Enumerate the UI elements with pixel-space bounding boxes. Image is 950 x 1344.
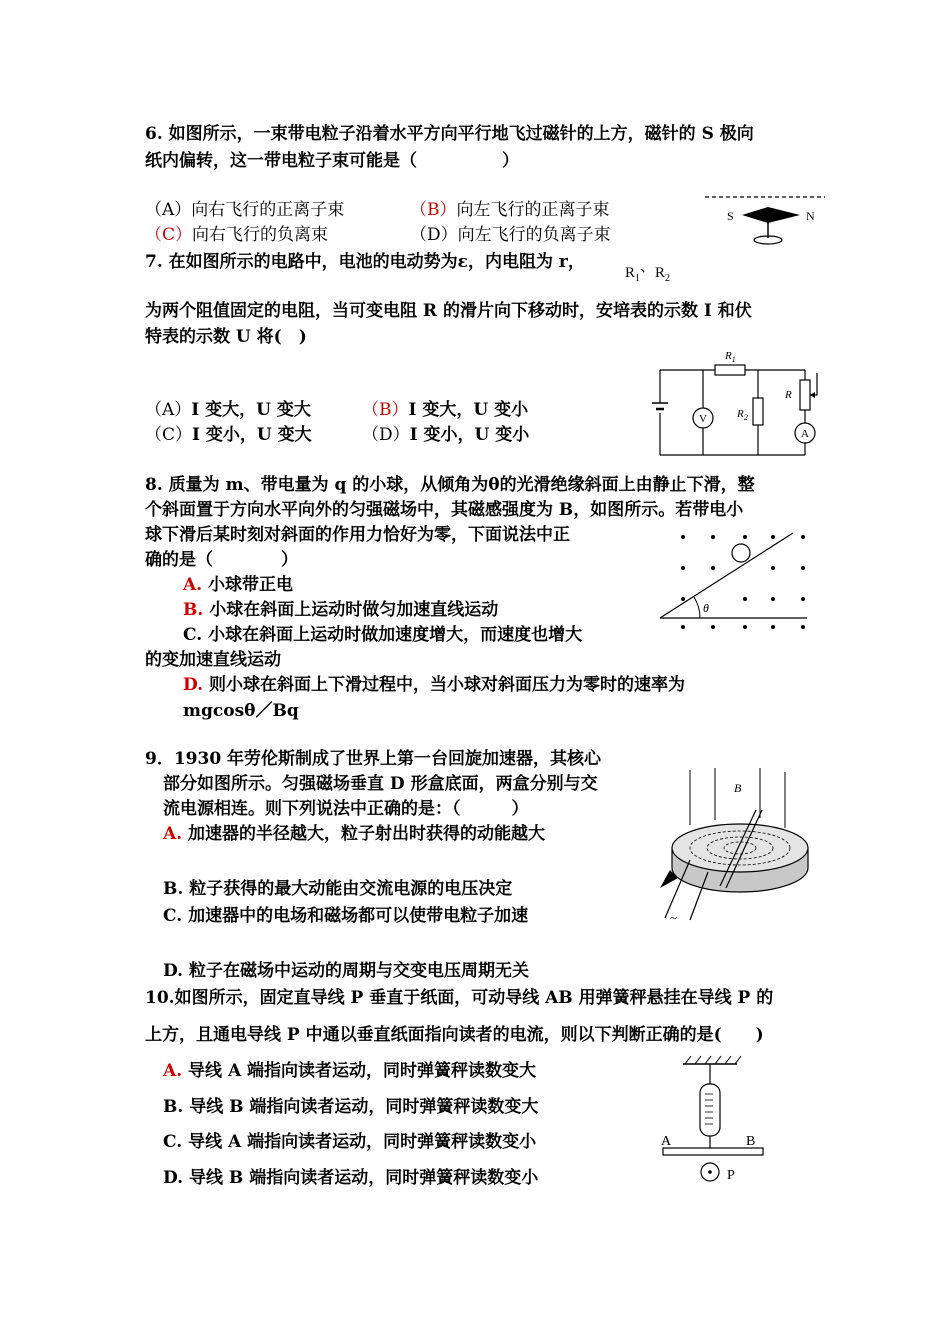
q7-option-c-tag: （C） (145, 425, 193, 445)
q7-option-b-tag: （B） (362, 400, 409, 420)
q9-field-lines (690, 768, 785, 828)
q10-option-c-tag: C. (163, 1132, 183, 1152)
q8-stem-line4: 确的是（ ） (145, 550, 298, 570)
q10-option-a[interactable] (163, 1060, 536, 1082)
q7-option-a[interactable] (145, 399, 311, 421)
q6-option-d-tag: （D） (410, 225, 458, 245)
q7-option-c-text: I 变小，U 变大 (192, 425, 312, 445)
q7-stem-line1: 7. 在如图所示的电路中，电池的电动势为ε，内电阻为 r， (145, 252, 585, 272)
q9-option-c-tag: C. (163, 906, 183, 926)
q9-fig-ac-label: ~ (670, 910, 678, 925)
q8-stem-line2: 个斜面置于方向水平向外的匀强磁场中，其磁感强度为 B，如图所示。若带电小 (145, 500, 744, 520)
q10-option-a-tag: A. (163, 1061, 183, 1081)
q8-stem-line1: 8. 质量为 m、带电量为 q 的小球，从倾角为θ的光滑绝缘斜面上由静止下滑，整 (145, 475, 755, 495)
q10-stem-line2: 上方，且通电导线 P 中通以垂直纸面指向读者的电流，则以下判断正确的是( ) (145, 1025, 764, 1045)
q10-option-b-text: 导线 B 端指向读者运动，同时弹簧秤读数变大 (189, 1097, 539, 1117)
q7-fig-r-label: R (785, 389, 792, 401)
q8-option-a-text: 小球带正电 (208, 575, 294, 595)
q7-option-d-text: I 变小，U 变小 (409, 425, 530, 445)
q7-option-c[interactable] (145, 424, 312, 446)
q6-option-d-text: 向左飞行的负离子束 (457, 225, 611, 245)
q7-separator: 、 (640, 259, 656, 275)
q9-stem-line2: 部分如图所示。匀强磁场垂直 D 形盒底面，两盒分别与交 (163, 774, 598, 794)
q8-option-d-tag: D. (183, 675, 204, 695)
q7-stem-line3: 特表的示数 U 将( ) (145, 327, 307, 347)
q6-option-b[interactable] (410, 199, 610, 221)
q10-stem-line1: 10.如图所示，固定直导线 P 垂直于纸面，可动导线 AB 用弹簧秤悬挂在导线 P 的 (145, 988, 774, 1008)
q10-option-d-text: 导线 B 端指向读者运动，同时弹簧秤读数变小 (188, 1168, 539, 1188)
q8-incline-figure (655, 528, 815, 633)
q7-rheostat-slider (810, 373, 817, 395)
q8-option-d[interactable] (183, 674, 685, 696)
q6-option-c-text: 向右飞行的负离束 (192, 225, 329, 245)
q8-option-d-continued: mgcosθ／Bq (183, 701, 299, 721)
q7-circuit-figure (645, 345, 830, 460)
q8-stem-line3: 球下滑后某时刻对斜面的作用力恰好为零，下面说法中正 (145, 525, 570, 545)
q6-stem-line2: 纸内偏转，这一带电粒子束可能是（ ） (145, 151, 519, 171)
q6-fig-n-label: N (806, 209, 815, 223)
q8-option-b[interactable] (183, 599, 498, 621)
q8-option-a-tag: A. (183, 575, 203, 595)
q6-option-c-tag: （C） (145, 225, 193, 245)
q8-angle-arc (694, 597, 700, 618)
q8-option-b-tag: B. (183, 600, 204, 620)
q9-stem-line1: 9．1930 年劳伦斯制成了世界上第一台回旋加速器，其核心 (145, 749, 602, 769)
q6-option-a[interactable] (145, 199, 344, 221)
q8-option-a[interactable] (183, 574, 293, 596)
q9-option-b-tag: B. (163, 879, 184, 899)
q8-fig-theta-label: θ (703, 601, 709, 615)
q7-option-a-tag: （A） (145, 400, 192, 420)
q7-rheostat-r (800, 380, 810, 410)
q7-resistor-r2 (753, 398, 763, 425)
q6-compass-figure (700, 190, 830, 260)
q6-option-b-text: 向左飞行的正离子束 (456, 200, 610, 220)
q10-option-b[interactable] (163, 1096, 538, 1118)
q9-option-a-tag: A. (163, 824, 183, 844)
q7-option-b-text: I 变大，U 变小 (408, 400, 529, 420)
q10-current-out-dot (708, 1170, 712, 1174)
q9-fig-b-label: B (734, 781, 742, 795)
q8-option-c[interactable] (183, 624, 582, 646)
q8-option-c-tag: C. (183, 625, 203, 645)
q8-option-b-text: 小球在斜面上运动时做匀加速直线运动 (209, 600, 499, 620)
q9-stem-line3: 流电源相连。则下列说法中正确的是：（ ） (163, 799, 529, 819)
q7-r1-label: R (625, 265, 636, 281)
q9-option-d[interactable] (163, 960, 529, 982)
q9-option-d-tag: D. (163, 961, 184, 981)
q10-wire-ab (663, 1148, 763, 1155)
q9-option-b[interactable] (163, 878, 512, 900)
q6-fig-s-label: S (727, 209, 734, 223)
q10-option-d-tag: D. (163, 1168, 184, 1188)
q10-ceiling-hatch (685, 1056, 741, 1064)
q8-charged-ball (732, 544, 750, 562)
q7-option-b[interactable] (362, 399, 528, 421)
q10-option-c-text: 导线 A 端指向读者运动，同时弹簧秤读数变小 (188, 1132, 537, 1152)
q7-r1-r2-labels (625, 259, 671, 290)
q10-fig-p-label: P (727, 1168, 735, 1183)
q7-option-d-tag: （D） (362, 425, 410, 445)
q7-r1-sub: 1 (635, 273, 641, 284)
q6-option-c[interactable] (145, 224, 328, 246)
q9-option-a-text: 加速器的半径越大，粒子射出时获得的动能越大 (188, 824, 546, 844)
q8-option-c-continued: 的变加速直线运动 (145, 650, 281, 670)
q10-fig-a-label: A (661, 1134, 672, 1149)
q6-magnetic-needle (742, 207, 800, 223)
q7-fig-r1-label: $R_1$ (725, 350, 736, 364)
q10-option-c[interactable] (163, 1131, 536, 1153)
q9-option-a[interactable] (163, 823, 545, 845)
q8-option-d-text: 则小球在斜面上下滑过程中，当小球对斜面压力为零时的速率为 (208, 675, 685, 695)
q9-option-c-text: 加速器中的电场和磁场都可以使带电粒子加速 (188, 906, 529, 926)
q7-fig-v-label: V (699, 413, 707, 425)
q7-circuit-wires (660, 370, 805, 455)
q7-r2-sub: 2 (665, 273, 671, 284)
q10-spring-scale-figure (655, 1052, 775, 1187)
q9-cyclotron-figure (650, 760, 810, 925)
q6-stem-line1: 6. 如图所示，一束带电粒子沿着水平方向平行地飞过磁针的上方，磁针的 S 极向 (145, 124, 754, 144)
q10-option-d[interactable] (163, 1167, 538, 1189)
q6-option-a-text: 向右飞行的正离子束 (191, 200, 345, 220)
q6-option-a-tag: （A） (145, 200, 192, 220)
q10-spring-scale (700, 1084, 720, 1136)
q10-fig-b-label: B (746, 1134, 756, 1149)
q10-option-b-tag: B. (163, 1097, 184, 1117)
q7-fig-a-label: A (801, 428, 809, 440)
q8-option-c-text: 小球在斜面上运动时做加速度增大，而速度也增大 (208, 625, 583, 645)
q7-resistor-r1 (715, 365, 745, 375)
q7-r2-label: R (655, 265, 666, 281)
q9-option-c[interactable] (163, 905, 528, 927)
q7-option-d[interactable] (362, 424, 529, 446)
q9-option-b-text: 粒子获得的最大动能由交流电源的电压决定 (189, 879, 513, 899)
q7-stem-line2: 为两个阻值固定的电阻，当可变电阻 R 的滑片向下移动时，安培表的示数 I 和伏 (145, 301, 752, 321)
q7-fig-r2-label: $R_2$ (737, 408, 748, 422)
q6-option-b-tag: （B） (410, 200, 457, 220)
q7-option-a-text: I 变大，U 变大 (191, 400, 311, 420)
q8-incline-line (660, 533, 793, 618)
q9-option-d-text: 粒子在磁场中运动的周期与交变电压周期无关 (188, 961, 529, 981)
q10-option-a-text: 导线 A 端指向读者运动，同时弹簧秤读数变大 (188, 1061, 537, 1081)
q6-option-d[interactable] (410, 224, 611, 246)
q7-rheostat-arrow (810, 392, 815, 398)
